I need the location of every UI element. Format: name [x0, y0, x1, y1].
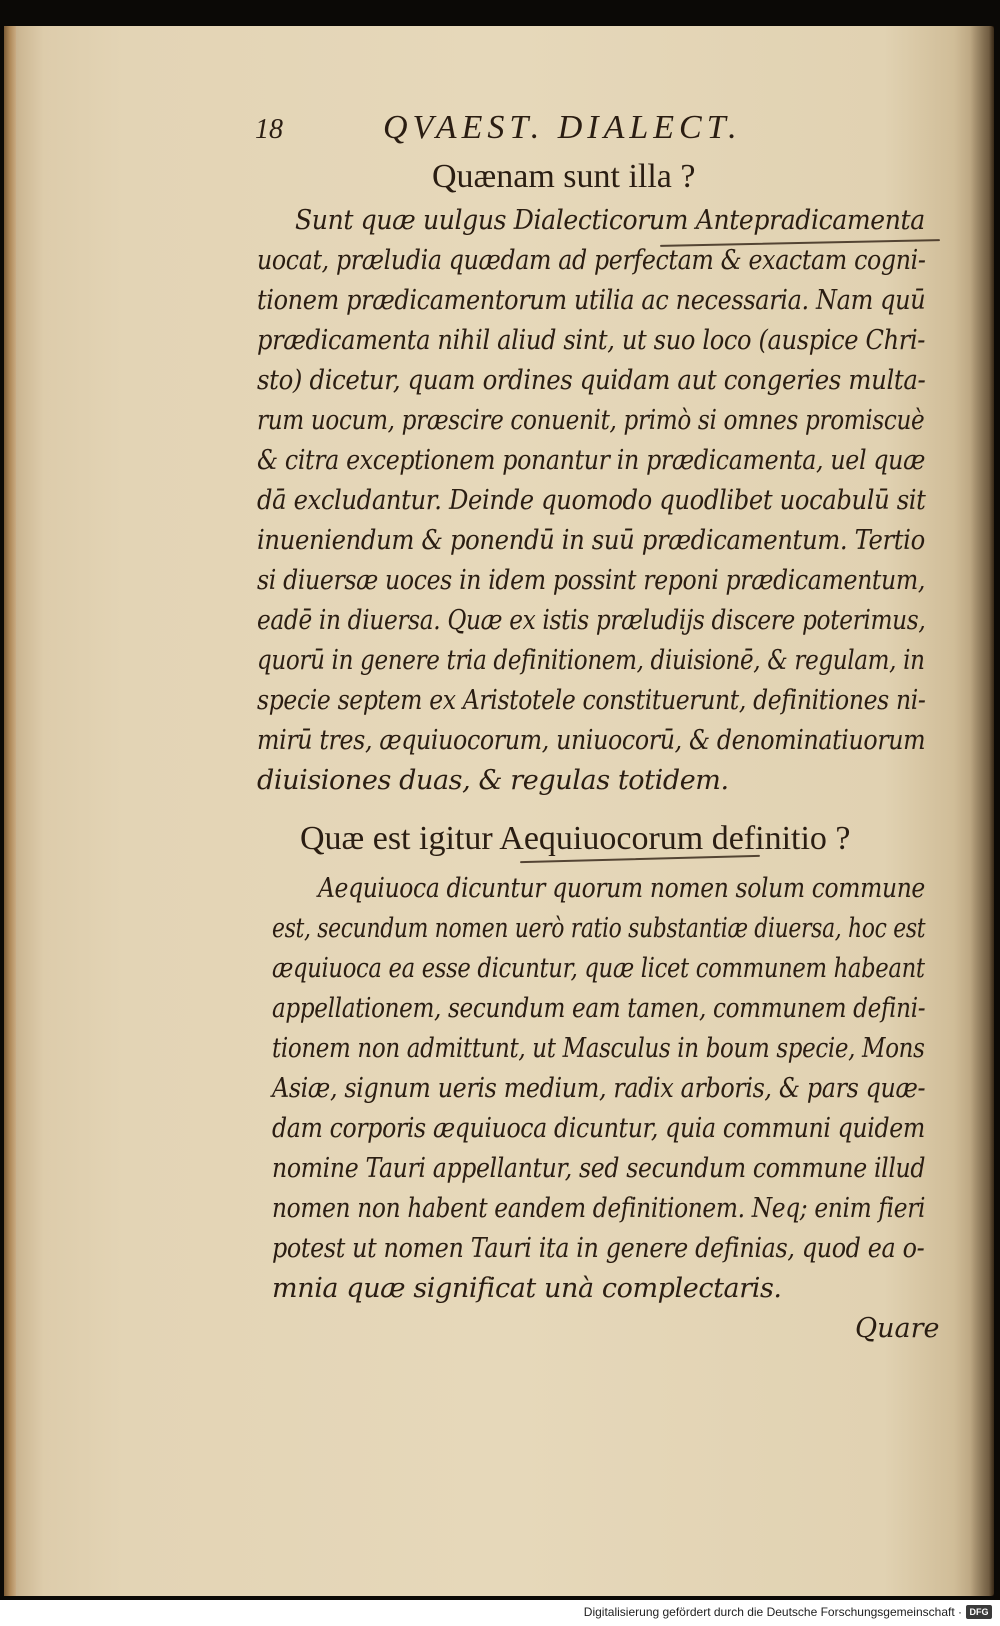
text-line: quorū in genere tria definitionem, diuisionē, & regulam, in — [257, 645, 925, 676]
page-left-edge — [4, 26, 16, 1596]
dfg-logo-icon: DFG — [966, 1605, 992, 1619]
text-line: potest ut nomen Tauri ita in genere definias, quod ea o- — [272, 1233, 925, 1264]
text-line: nomen non habent eandem definitionem. Neq; enim fieri — [272, 1193, 926, 1224]
dfg-credit-text: Digitalisierung gefördert durch die Deutsche Forschungsgemeinschaft · — [583, 1605, 962, 1619]
digitization-footer — [0, 1600, 1000, 1626]
text-line: prædicamenta nihil aliud sint, ut suo loco (auspice Chri- — [257, 325, 926, 356]
text-line: tionem prædicamentorum utilia ac necessaria. Nam quū — [257, 285, 926, 316]
text-line: tionem non admittunt, ut Masculus in boum specie, Mons — [272, 1033, 925, 1064]
text-line: inueniendum & ponendū in suū prædicamentum. Tertio — [257, 525, 925, 556]
section-heading-2: Quæ est igitur Aequiuocorum definitio ? — [300, 820, 851, 857]
text-line: specie septem ex Aristotele constituerunt, definitiones ni- — [257, 685, 926, 716]
text-line: diuisiones duas, & regulas totidem. — [257, 765, 729, 796]
text-line: & citra exceptionem ponantur in prædicamenta, uel quæ — [257, 445, 925, 476]
text-line: appellationem, secundum eam tamen, communem defini- — [272, 993, 926, 1024]
text-line: Sunt quæ uulgus Dialecticorum Antepradicamenta — [295, 205, 925, 236]
text-line: est, secundum nomen uerò ratio substantiæ diuersa, hoc est — [272, 913, 926, 944]
text-line: nomine Tauri appellantur, sed secundum commune illud — [272, 1153, 926, 1184]
catchword: Quare — [855, 1313, 940, 1344]
text-line: dam corporis æquiuoca dicuntur, quia communi quidem — [272, 1113, 925, 1144]
page-number: 18 — [255, 114, 283, 145]
text-line: sto) dicetur, quam ordines quidam aut congeries multa- — [257, 365, 926, 396]
running-title: QVAEST. DIALECT. — [383, 109, 742, 146]
text-line: Aequiuoca dicuntur quorum nomen solum commune — [318, 873, 925, 904]
text-line: si diuersæ uoces in idem possint reponi prædicamentum, — [257, 565, 926, 596]
text-line: mirū tres, æquiuocorum, uniuocorū, & denominatiuorum — [257, 725, 926, 756]
text-line: uocat, præludia quædam ad perfectam & exactam cogni- — [257, 245, 926, 276]
text-line: æquiuoca ea esse dicuntur, quæ licet communem habeant — [272, 953, 925, 984]
section-heading-1: Quænam sunt illa ? — [432, 158, 696, 195]
text-line: eadē in diuersa. Quæ ex istis præludijs discere poterimus, — [257, 605, 926, 636]
text-line: dā excludantur. Deinde quomodo quodlibet uocabulū sit — [257, 485, 926, 516]
text-line: rum uocum, præscire conuenit, primò si omnes promiscuè — [257, 405, 925, 436]
text-line: mnia quæ significat unà complectaris. — [272, 1273, 782, 1304]
text-line: Asiæ, signum ueris medium, radix arboris, & pars quæ- — [272, 1073, 926, 1104]
page-gutter-shadow — [970, 26, 994, 1596]
